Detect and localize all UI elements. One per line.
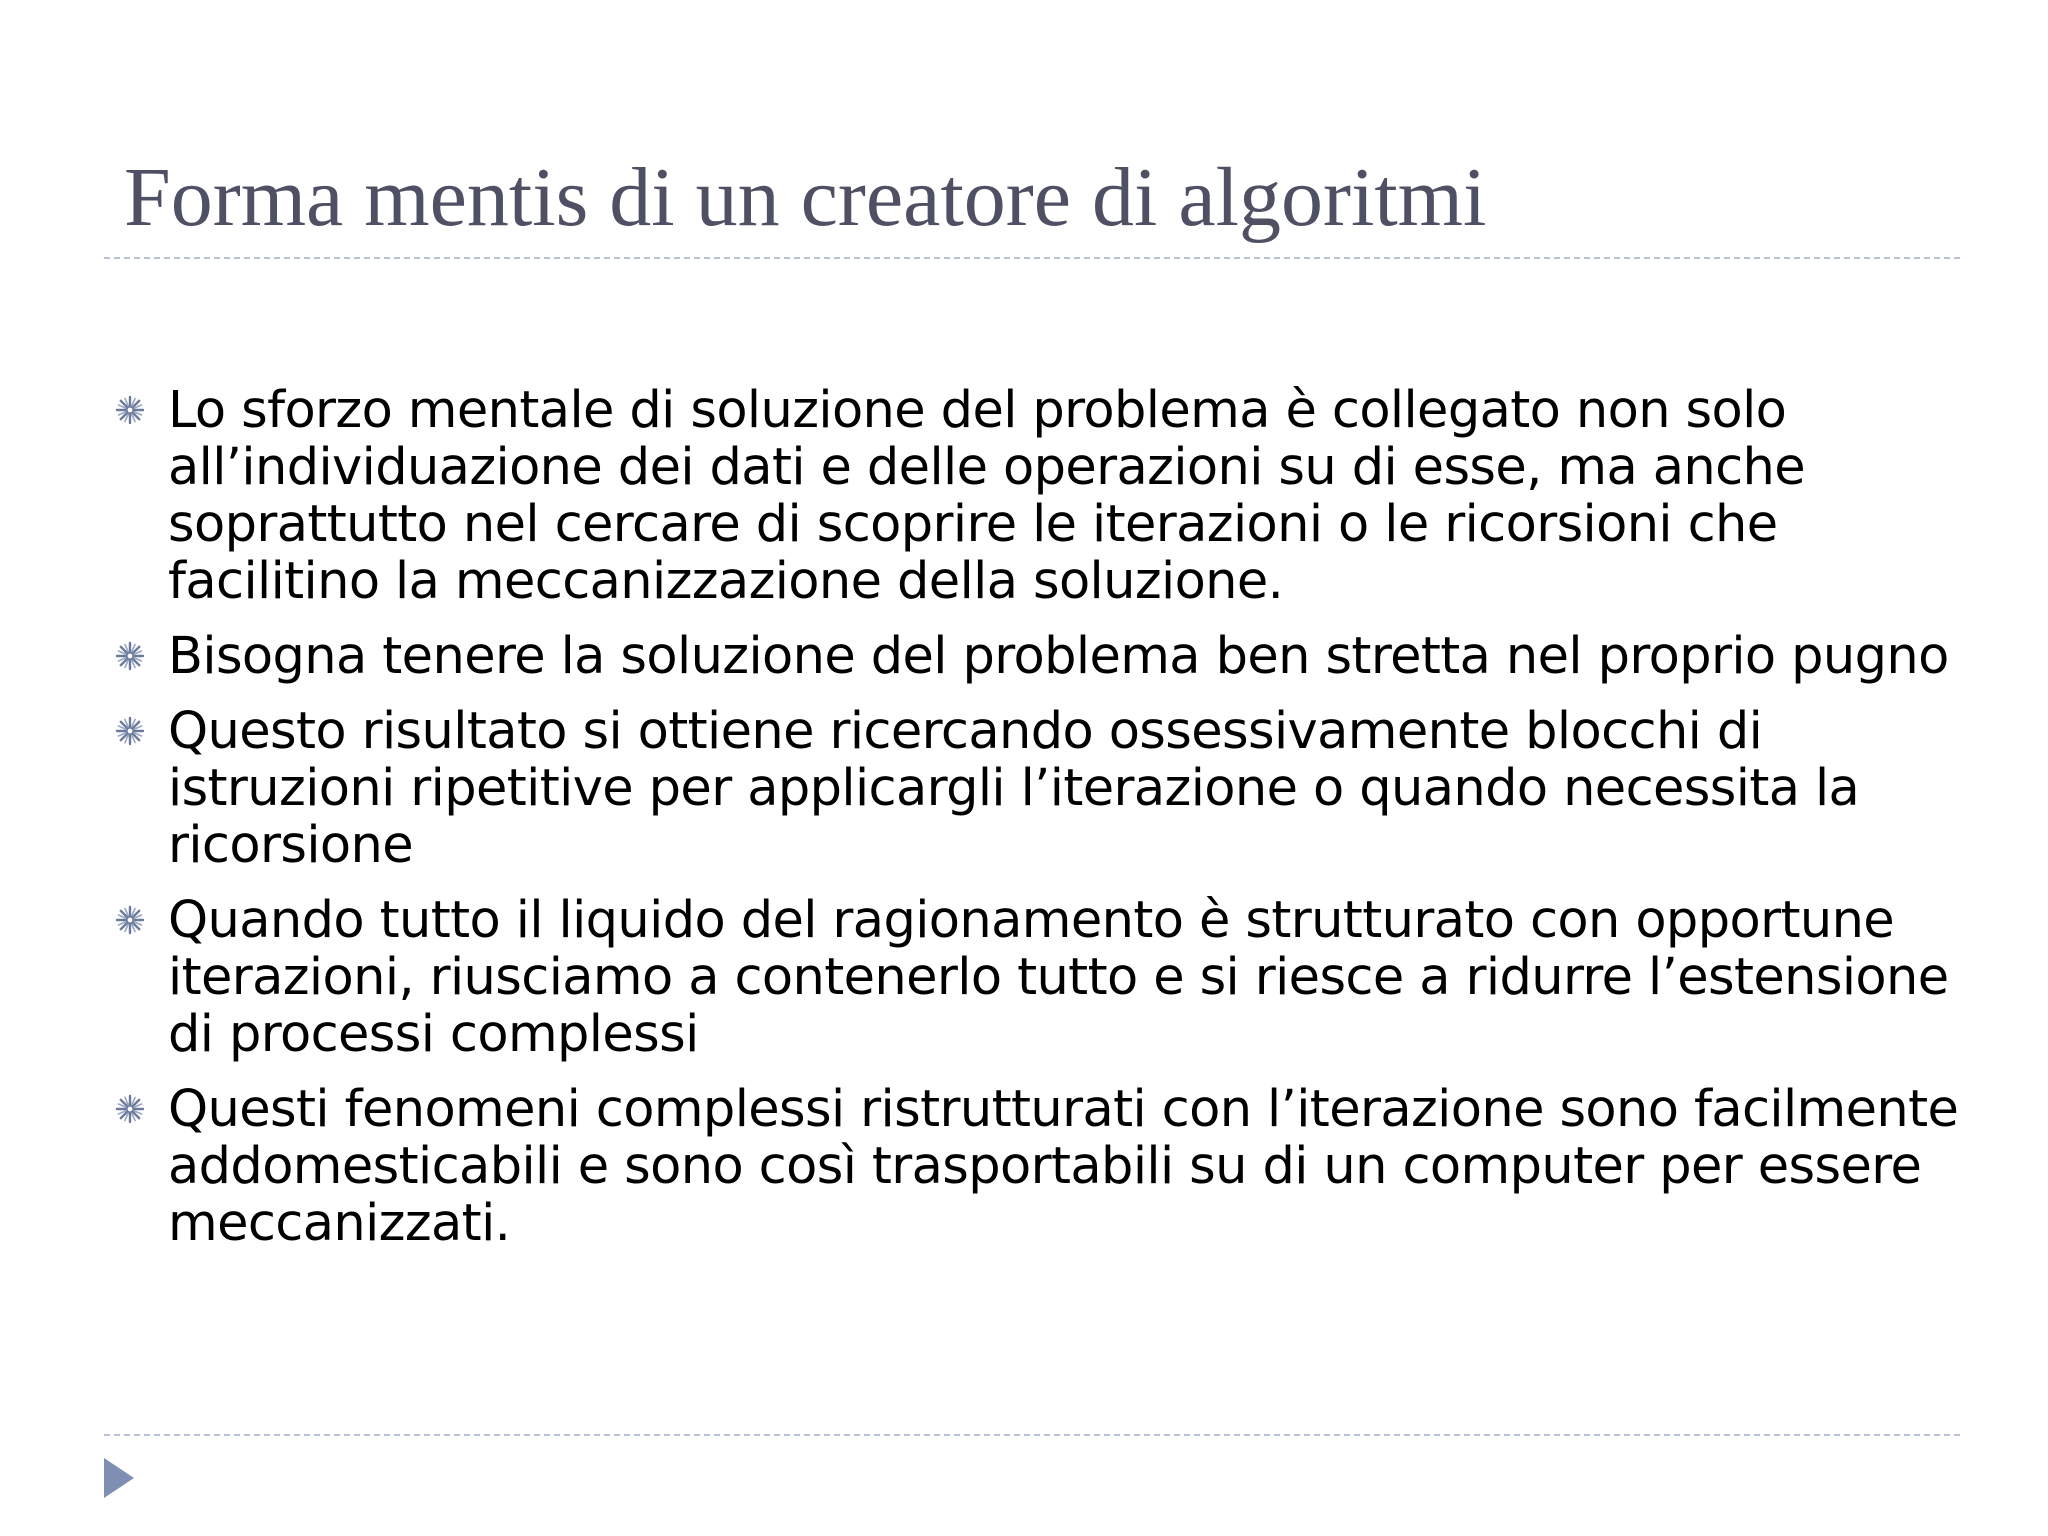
title-divider xyxy=(104,257,1960,259)
bullet-text: Questi fenomeni complessi ristrutturati con l’iterazione sono facilmente addomesticabili e sono così trasportabili su di un computer per essere meccanizzati. xyxy=(168,1080,1959,1253)
bullet-list xyxy=(112,382,1972,1270)
bullet-item xyxy=(112,628,1972,685)
bullet-item xyxy=(112,382,1972,610)
bullet-item xyxy=(112,1081,1972,1252)
asterisk-flower-icon xyxy=(114,715,146,747)
bullet-text: Lo sforzo mentale di soluzione del problema è collegato non solo all’individuazione dei dati e delle operazioni su di esse, ma anche soprattutto nel cercare di scoprire le iterazioni o le ricorsioni che facilitino la meccanizzazione della soluzione. xyxy=(168,381,1806,611)
triangle-right-icon xyxy=(104,1458,134,1498)
bullet-text: Bisogna tenere la soluzione del problema ben stretta nel proprio pugno xyxy=(168,627,1949,686)
footer-divider xyxy=(104,1434,1960,1436)
bullet-text: Quando tutto il liquido del ragionamento è strutturato con opportune iterazioni, riusciamo a contenerlo tutto e si riesce a ridurre l’estensione di processi complessi xyxy=(168,891,1949,1064)
bullet-item xyxy=(112,703,1972,874)
asterisk-flower-icon xyxy=(114,394,146,426)
slide-title: Forma mentis di un creatore di algoritmi xyxy=(124,151,1487,244)
asterisk-flower-icon xyxy=(114,640,146,672)
asterisk-flower-icon xyxy=(114,1093,146,1125)
asterisk-flower-icon xyxy=(114,904,146,936)
bullet-item xyxy=(112,892,1972,1063)
bullet-text: Questo risultato si ottiene ricercando ossessivamente blocchi di istruzioni ripetitive per applicargli l’iterazione o quando necessita la ricorsione xyxy=(168,702,1860,875)
